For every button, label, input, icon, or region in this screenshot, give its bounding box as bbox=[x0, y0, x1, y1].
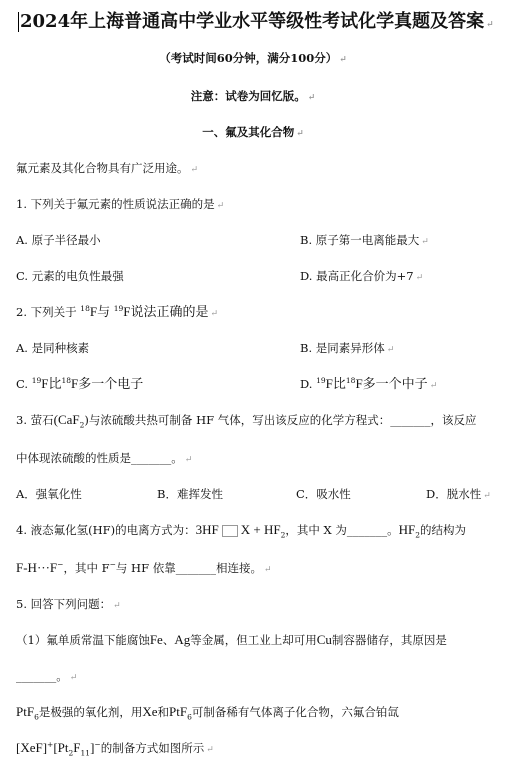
question-3-option-c: C．吸水性 bbox=[296, 487, 351, 501]
question-3-option-a: A．强氧化性 bbox=[16, 487, 82, 501]
question-3-stem-line-2: 中体现浓硫酸的性质是_______。 ↵ bbox=[16, 451, 193, 465]
equilibrium-arrow-icon bbox=[222, 525, 238, 537]
question-1-option-b: B. 原子第一电离能最大 ↵ bbox=[300, 233, 429, 247]
question-2-option-b: B. 是同素异形体 ↵ bbox=[300, 341, 395, 355]
question-5-part-1-line-1: （1）氟单质常温下能腐蚀Fe、Ag等金属，但工业上却可用Cu制容器储存，其原因是 bbox=[16, 632, 447, 647]
question-2-option-c: C. $^{19}$F比$^{18}$F多一个电子 bbox=[16, 376, 144, 391]
question-1-stem: 1. 下列关于氟元素的性质说法正确的是 ↵ bbox=[16, 197, 225, 211]
question-3-option-d: D．脱水性 ↵ bbox=[426, 487, 491, 501]
text-cursor bbox=[18, 12, 19, 32]
question-1-option-c: C. 元素的电负性最强 bbox=[16, 269, 124, 283]
question-3-option-b: B．难挥发性 bbox=[157, 487, 223, 501]
question-5-part-1-line-2: _______。 ↵ bbox=[16, 669, 78, 683]
question-2-option-a: A. 是同种核素 bbox=[16, 341, 90, 355]
question-5-stem: 5. 回答下列问题： ↵ bbox=[16, 597, 121, 611]
exam-subtitle: （考试时间60分钟，满分100分） ↵ bbox=[159, 51, 347, 65]
intro-paragraph: 氟元素及其化合物具有广泛用途。 ↵ bbox=[16, 161, 199, 175]
document-title: 2024年上海普通高中学业水平等级性考试化学真题及答案 ↵ bbox=[20, 11, 494, 32]
question-5-part-2-line-2: $[XeF]^+[Pt_2F_{11}]^-$的制备方式如图所示 ↵ bbox=[16, 740, 214, 758]
question-5-part-2-line-1: PtF$_6$是极强的氧化剂，用Xe和PtF$_6$可制备稀有气体离子化合物，六氟合铂氙 bbox=[16, 704, 399, 722]
question-1-option-d: D. 最高正化合价为+7 ↵ bbox=[300, 269, 424, 283]
question-3-stem-line-1: 3. 萤石(CaF$_2$)与浓硫酸共热可制备 HF 气体，写出该反应的化学方程式：_______，该反应 bbox=[16, 412, 477, 430]
question-1-option-a: A. 原子半径最小 bbox=[16, 233, 101, 247]
section-heading: 一、氟及其化合物 ↵ bbox=[202, 125, 304, 139]
question-2-stem: 2. 下列关于 $^{18}$F与 $^{19}$F说法正确的是 ↵ bbox=[16, 304, 219, 319]
paragraph-mark-icon: ↵ bbox=[486, 20, 494, 30]
question-4-stem-line-2: F-H···F−，其中 F−与 HF 依靠_______相连接。 ↵ bbox=[16, 560, 272, 575]
exam-note: 注意：试卷为回忆版。 ↵ bbox=[190, 89, 316, 103]
question-4-stem-line-1: 4. 液态氟化氢(HF)的电离方式为：3HF $X + HF_2$，其中 X 为_______。$HF_2$的结构为 bbox=[16, 522, 467, 540]
question-2-option-d: D. $^{19}$F比$^{18}$F多一个中子 ↵ bbox=[300, 376, 438, 391]
